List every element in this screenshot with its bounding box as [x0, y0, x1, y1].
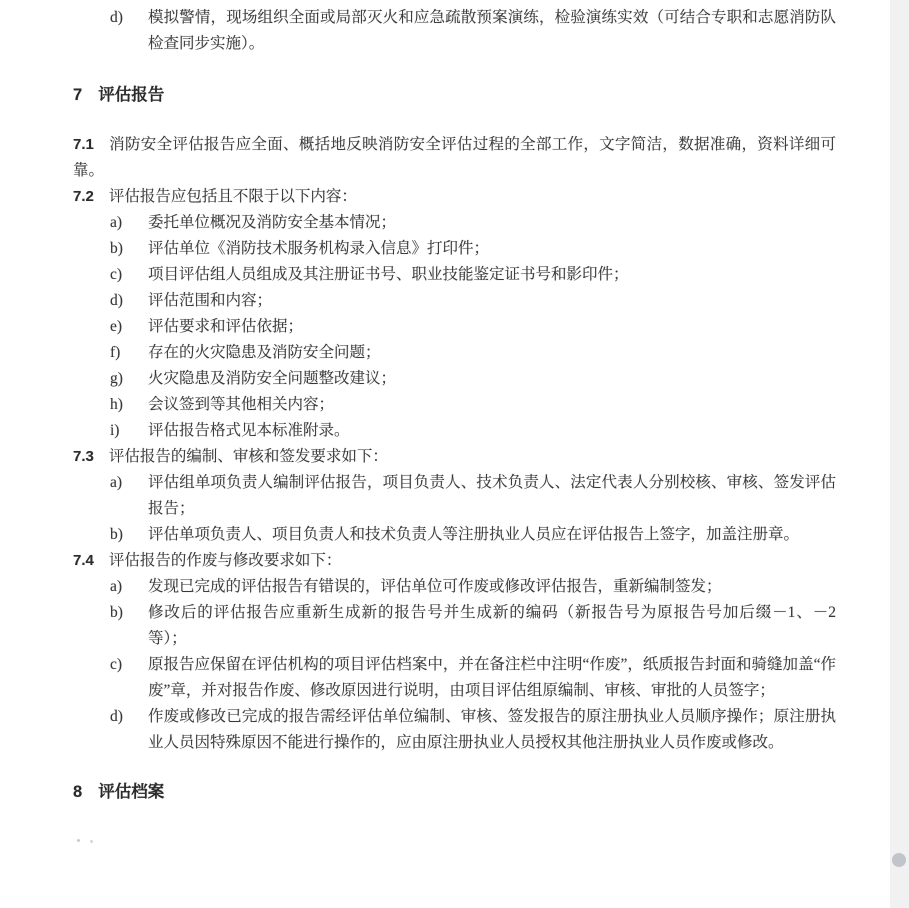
list-item	[73, 600, 836, 652]
list-item	[73, 522, 836, 548]
list-item-letter: d)	[110, 292, 123, 309]
list-item-text: 存在的火灾隐患及消防安全问题；	[148, 344, 381, 361]
list-item	[73, 652, 836, 704]
list-item	[73, 392, 836, 418]
list-item-text: 发现已完成的评估报告有错误的，评估单位可作废或修改评估报告，重新编制签发；	[148, 578, 722, 595]
list-item-letter: d)	[110, 708, 123, 725]
list-item	[73, 236, 836, 262]
section-number: 8	[73, 783, 83, 801]
list-item	[73, 314, 836, 340]
list-item-text: 火灾隐患及消防安全问题整改建议；	[148, 370, 397, 387]
list-item-letter: g)	[110, 370, 123, 387]
list-item-text: 评估组单项负责人编制评估报告，项目负责人、技术负责人、法定代表人分别校核、审核、签发评估报告；	[148, 474, 836, 517]
list-item-letter: h)	[110, 396, 123, 413]
scrollbar-thumb[interactable]	[892, 853, 906, 867]
clause-number: 7.3	[73, 448, 94, 465]
list-item-text: 评估要求和评估依据；	[148, 318, 304, 335]
list-item-letter: i)	[110, 422, 120, 439]
list-item-text: 模拟警情，现场组织全面或局部灭火和应急疏散预案演练，检验演练实效（可结合专职和志愿消防队检查同步实施）。	[148, 9, 836, 52]
list-item	[73, 262, 836, 288]
clause-text: 评估报告应包括且不限于以下内容：	[108, 188, 357, 205]
clause-7-1	[73, 132, 836, 184]
section-heading-8	[73, 779, 836, 805]
list-item-text: 作废或修改已完成的报告需经评估单位编制、审核、签发报告的原注册执业人员顺序操作；原注册执业人员因特殊原因不能进行操作的，应由原注册执业人员授权其他注册执业人员作废或修改。	[148, 708, 836, 751]
list-item-letter: e)	[110, 318, 123, 335]
list-item	[73, 574, 836, 600]
list-item	[73, 288, 836, 314]
clause-number: 7.1	[73, 136, 94, 153]
list-item-letter: a)	[110, 214, 123, 231]
list-item-text: 评估单位《消防技术服务机构录入信息》打印件；	[148, 240, 490, 257]
list-item-text: 项目评估组人员组成及其注册证书号、职业技能鉴定证书号和影印件；	[148, 266, 629, 283]
list-item	[73, 704, 836, 756]
list-item-letter: b)	[110, 240, 123, 257]
list-item-text: 原报告应保留在评估机构的项目评估档案中，并在备注栏中注明“作废”，纸质报告封面和骑缝加盖“作废”章，并对报告作废、修改原因进行说明，由项目评估组原编制、审核、审批的人员签字；	[148, 656, 836, 699]
clause-number: 7.4	[73, 552, 94, 569]
scan-artifact	[77, 839, 80, 842]
list-item-letter: a)	[110, 474, 123, 491]
list-item-text: 评估单项负责人、项目负责人和技术负责人等注册执业人员应在评估报告上签字，加盖注册章。	[148, 526, 800, 543]
list-item-text: 委托单位概况及消防安全基本情况；	[148, 214, 397, 231]
list-item	[73, 5, 836, 57]
clause-7-2	[73, 184, 836, 210]
list-item-letter: c)	[110, 656, 123, 673]
section-heading-7	[73, 82, 836, 108]
clause-7-3	[73, 444, 836, 470]
section-number: 7	[73, 86, 83, 104]
list-item-letter: f)	[110, 344, 121, 361]
list-item	[73, 340, 836, 366]
clause-text: 评估报告的编制、审核和签发要求如下：	[108, 448, 388, 465]
list-item-letter: a)	[110, 578, 123, 595]
list-item-text: 评估报告格式见本标准附录。	[148, 422, 350, 439]
list-item	[73, 366, 836, 392]
list-item-letter: b)	[110, 604, 123, 621]
section-title: 评估档案	[98, 783, 165, 801]
list-item-text: 会议签到等其他相关内容；	[148, 396, 335, 413]
section-title: 评估报告	[98, 86, 165, 104]
scrollbar-track[interactable]	[890, 0, 909, 908]
list-item	[73, 418, 836, 444]
list-item-text: 评估范围和内容；	[148, 292, 273, 309]
list-item	[73, 470, 836, 522]
clause-text: 消防安全评估报告应全面、概括地反映消防安全评估过程的全部工作，文字简洁，数据准确，资料详细可靠。	[73, 136, 836, 179]
clause-text: 评估报告的作废与修改要求如下：	[108, 552, 342, 569]
list-item-text: 修改后的评估报告应重新生成新的报告号并生成新的编码（新报告号为原报告号加后缀－1、－2 等）；	[148, 604, 836, 647]
clause-7-4	[73, 548, 836, 574]
list-item-letter: b)	[110, 526, 123, 543]
clause-number: 7.2	[73, 188, 94, 205]
list-item	[73, 210, 836, 236]
list-item-letter: d)	[110, 9, 123, 26]
list-item-letter: c)	[110, 266, 123, 283]
